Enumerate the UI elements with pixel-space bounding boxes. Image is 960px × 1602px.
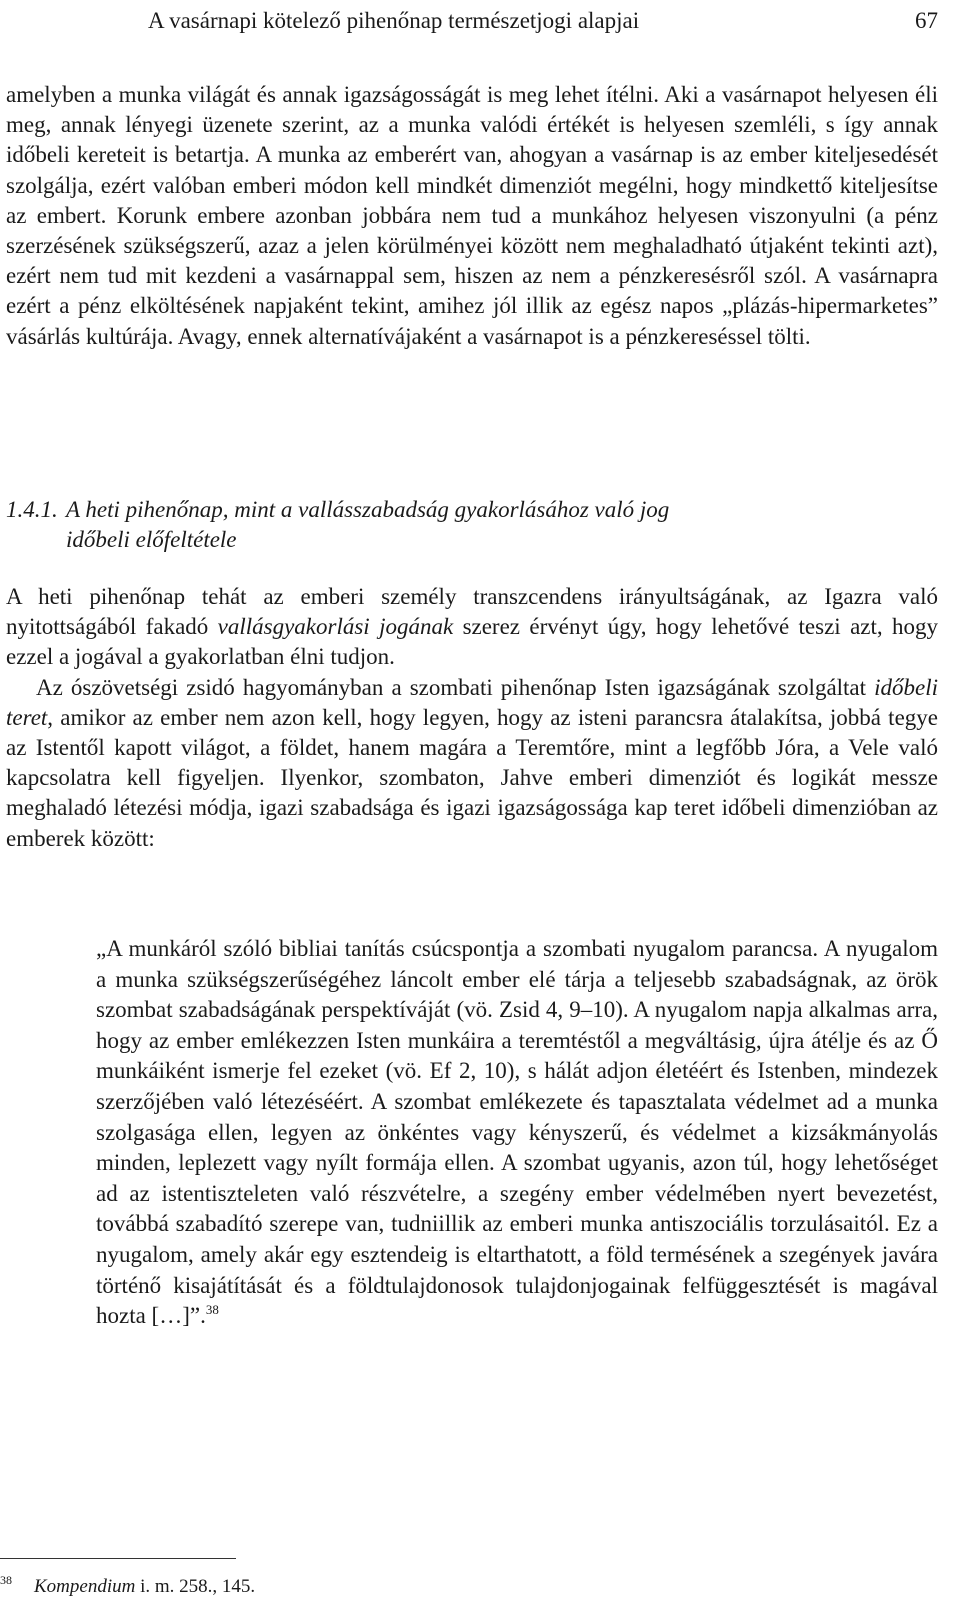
paragraph-2-block	[6, 582, 938, 854]
paragraph-2-emphasis: vallásgyakorlási jogának	[217, 614, 454, 640]
quote-text: „A munkáról szóló bibliai tanítás csúcspontja a szombati nyugalom parancsa. A nyugalom a munka szükségszerűségéhez láncolt ember elé tárja a teljesebb szabadságnak, az örök szombat szabadságának perspektíváját (vö. Zsid 4, 9–10). A nyugalom napja alkalmas arra, hogy az ember emlékezzen Isten munkáira a teremtéstől a megváltásig, újra átélje és az Ő munkáiként ismerje fel ezeket (vö. Ef 2, 10), s hálát adjon életéért és Istenben, mindezek szerzőjében való létezéséért. A szombat emlékezete és tapasztalata védelmet ad a munka szolgasága ellen, legyen az önkéntes vagy kényszerű, és védelmet a kizsákmányolás minden, leplezett vagy nyílt formája ellen. A szombat ugyanis, azon túl, hogy lehetőséget ad az istentiszteleten való részvételre, a szegény ember védelmében nyert bevezetést, továbbá szabadító szerepe van, tudniillik az emberi munka antiszociális torzulásaitól. Ez a nyugalom, amely akár egy esztendeig is eltarthatott, a föld termésének a szegények javára történő kisajátítását és a földtulajdonosok tulajdonjogainak felfüggesztését is magával hozta […]”.	[96, 936, 938, 1329]
running-title: A vasárnapi kötelező pihenőnap természetjogi alapjai	[148, 8, 640, 33]
paragraph-text: amelyben a munka világát és annak igazságosságát is meg lehet ítélni. Aki a vasárnapot helyesen éli meg, annak lényegi üzenete szerint, az a munka valódi értékét is helyesen szemléli, s így annak időbeli kereteit is betartja. A munka az emberért van, ahogyan a vasárnap is az ember kiteljesedését szolgálja, ezért valóban emberi módon kell mindkét dimenziót megélni, hogy mindkettő kiteljesítse az embert. Korunk embere azonban jobbára nem tud a munkához helyesen viszonyulni (a pénz szerzésének szükségszerű, azaz a jelen körülményei között nem meghaladható útjaként tekinti azt), ezért nem tud mit kezdeni a vasárnappal sem, hiszen az nem a pénzkeresésről szól. A vasárnapra ezért a pénz elköltésének napjaként tekint, amihez jól illik az egész napos „plázás-hipermarketes” vásárlás kultúrája. Avagy, ennek alternatívájaként a vasárnapot is a pénzkereséssel tölti.	[6, 82, 938, 349]
block-quote	[96, 934, 938, 1332]
footnote-reference[interactable]: 38	[205, 1302, 219, 1318]
footnote-divider	[0, 1558, 236, 1559]
paragraph-2	[6, 582, 938, 673]
footnote-number: 38	[0, 1573, 12, 1587]
paragraph-3	[6, 673, 938, 854]
paragraph-3-text-end: , amikor az ember nem azon kell, hogy legyen, hogy az isteni parancsra átalakítsa, jobbá tegye az Istentől kapott világot, a földet, hanem magára a Teremtőre, mint a legfőbb Jóra, a Vele való kapcsolatra kell figyeljen. Ilyenkor, szombaton, Jahve emberi dimenziót és logikát messze meghaladó létezési módja, igazi szabadsága és igazi igazságossága kap teret időbeli dimenzióban az emberek között:	[6, 704, 938, 851]
section-heading	[6, 495, 886, 555]
paragraph-3-text: Az ószövetségi zsidó hagyományban a szombati pihenőnap Isten igazságának szolgáltat	[36, 674, 875, 700]
paragraph-2-text: A heti pihenőnap tehát az emberi személy transzcendens irányultságának, az Igazra való nyitottságából fakadó	[6, 584, 938, 640]
paragraph-2-text-end: szerez érvényt úgy, hogy lehetővé teszi azt, hogy ezzel a jogával a gyakorlatban élni tudjon.	[6, 614, 938, 670]
section-title-line1: A heti pihenőnap, mint a vallásszabadság gyakorlásához való jog	[66, 497, 670, 522]
paragraph-1	[6, 80, 938, 352]
footnote	[0, 1568, 255, 1599]
paragraph-3-emphasis: időbeli teret	[6, 674, 938, 730]
section-number: 1.4.1.	[6, 497, 58, 522]
footnote-source-title: Kompendium	[34, 1576, 136, 1597]
page-number: 67	[915, 8, 938, 33]
footnote-text: i. m. 258., 145.	[135, 1576, 256, 1597]
running-header	[0, 8, 940, 38]
section-title-line2: időbeli előfeltétele	[66, 527, 237, 552]
quote-paragraph	[96, 934, 938, 1332]
